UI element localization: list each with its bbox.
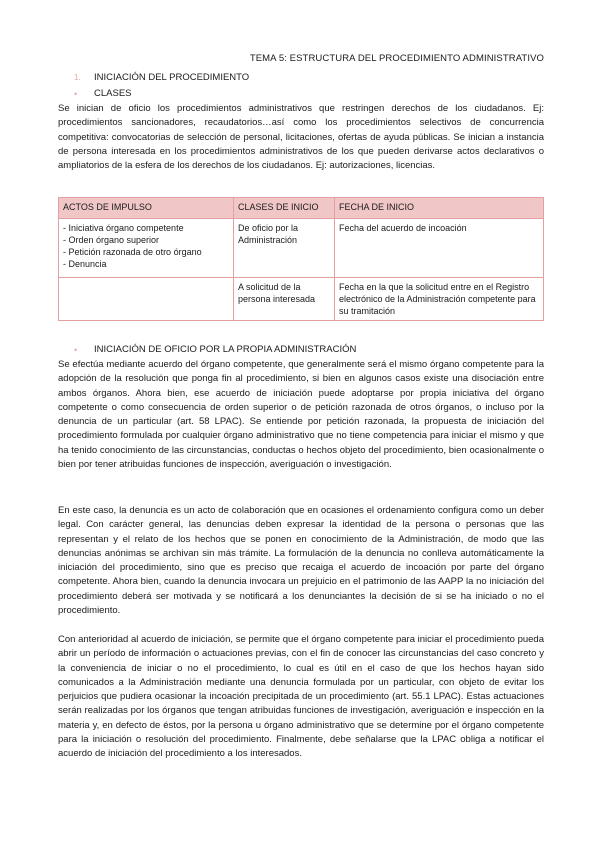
table-cell-impulsos-empty [59, 278, 234, 321]
table-row [59, 219, 544, 278]
section-heading-iniciacion [74, 72, 249, 83]
table-cell-clase: A solicitud de la persona interesada [234, 278, 335, 321]
table-cell-clase: De oficio por la Administración [234, 219, 335, 278]
impulso-item: - Iniciativa órgano competente [63, 223, 184, 233]
table-header-cell: CLASES DE INICIO [234, 198, 335, 219]
table-cell-fecha: Fecha en la que la solicitud entre en el Registro electrónico de la Administración competente para su tramitación [335, 278, 544, 321]
table-header-row [59, 198, 544, 219]
table-row [59, 278, 544, 321]
paragraph-denuncia: En este caso, la denuncia es un acto de colaboración que en ocasiones el ordenamiento configura como un deber legal. Con carácter general, las denuncias deben expresar la identidad de la persona o personas que las representan y el relato de los hechos que se ponen en conocimiento de la Administración, de modo que las denuncias anónimas se archivan sin más trámite. La formulación de la denuncia no conlleva automáticamente la iniciación del procedimiento, sino que es preciso que recaiga el acuerdo de incoación por parte del órgano competente. Ahora bien, cuando la denuncia invocara un prejuicio en el patrimonio de las AAPP la no iniciación del procedimiento deberá ser motivada y se notificará a los denunciantes la decisión de si se ha iniciado o no el procedimiento. [58, 505, 544, 617]
table-header-cell: ACTOS DE IMPULSO [59, 198, 234, 219]
subsection-heading-clases [74, 88, 132, 99]
bullet-icon: • [74, 344, 78, 355]
bullet-icon: • [74, 88, 78, 99]
subsection-heading-text: INICIACIÓN DE OFICIO POR LA PROPIA ADMINISTRACIÓN [94, 344, 357, 355]
section-number: 1. [74, 73, 81, 82]
section-heading-text: INICIACIÓN DEL PROCEDIMIENTO [94, 72, 250, 83]
paragraph-oficio: Se efectúa mediante acuerdo del órgano competente, que generalmente será el mismo órgano competente para la adopción de la resolución que ponga fin al procedimiento, si bien en algunos casos existe una disociación entre ambos órganos. Ahora bien, ese acuerdo de iniciación puede adoptarse por propia iniciativa del órgano competente o como consecuencia de orden superior o de petición razonada de otros órganos, o incluso por la denuncia de un particular (art. 58 LPAC). Se entiende por petición razonada, la propuesta de iniciación del procedimiento formulada por cualquier órgano administrativo que no tiene competencia para iniciar el mismo y que ha tenido conocimiento de las circunstancias, conductas o hechos objeto del procedimiento, bien ocasionalmente o bien por tener atribuidas funciones de inspección, averiguación o investigación. [58, 359, 544, 471]
paragraph-actuaciones-previas: Con anterioridad al acuerdo de iniciación, se permite que el órgano competente para iniciar el procedimiento pueda abrir un período de información o actuaciones previas, con el fin de conocer las circunstancias del caso concreto y la conveniencia de iniciar o no el procedimiento, lo cual es útil en el caso de que los hechos hayan sido comunicados a la Administración mediante una denuncia formulada por un particular, con objeto de evitar los perjuicios que pudiera ocasionar la incoación precipitada de un procedimiento (art. 55.1 LPAC). Estas actuaciones serán realizadas por los órganos que tengan atribuidas funciones de investigación, averiguación e inspección en la materia y, en defecto de éstos, por la persona u órgano administrativo que se determine por el órgano competente para la iniciación o resolución del procedimiento. Finalmente, debe señalarse que la LPAC obliga a notificar el acuerdo de iniciación del procedimiento a los interesados. [58, 634, 544, 760]
impulso-item: - Petición razonada de otro órgano [63, 247, 202, 257]
table-cell-impulsos [59, 219, 234, 278]
intro-paragraph: Se inician de oficio los procedimientos administrativos que restringen derechos de los ciudadanos. Ej: procedimientos sancionadores, recaudatorios…así como los procedimientos selectivos de concurrencia competitiva: convocatorias de selección de personal, licitaciones, ofertas de ayuda públicas. Se inician a instancia de persona interesada en los procedimientos administrativos de los que pueden derivarse actos declarativos o ampliatorios de la esfera de los derechos de los ciudadanos. Ej: autorizaciones, licencias. [58, 103, 544, 172]
impulso-item: - Denuncia [63, 259, 107, 269]
impulso-item: - Orden órgano superior [63, 235, 160, 245]
table-cell-fecha: Fecha del acuerdo de incoación [335, 219, 544, 278]
subsection-heading-oficio [74, 344, 356, 355]
clases-table [58, 197, 544, 321]
document-title: TEMA 5: ESTRUCTURA DEL PROCEDIMIENTO ADMINISTRATIVO [249, 53, 544, 64]
subsection-heading-text: CLASES [94, 88, 132, 99]
table-header-cell: FECHA DE INICIO [335, 198, 544, 219]
